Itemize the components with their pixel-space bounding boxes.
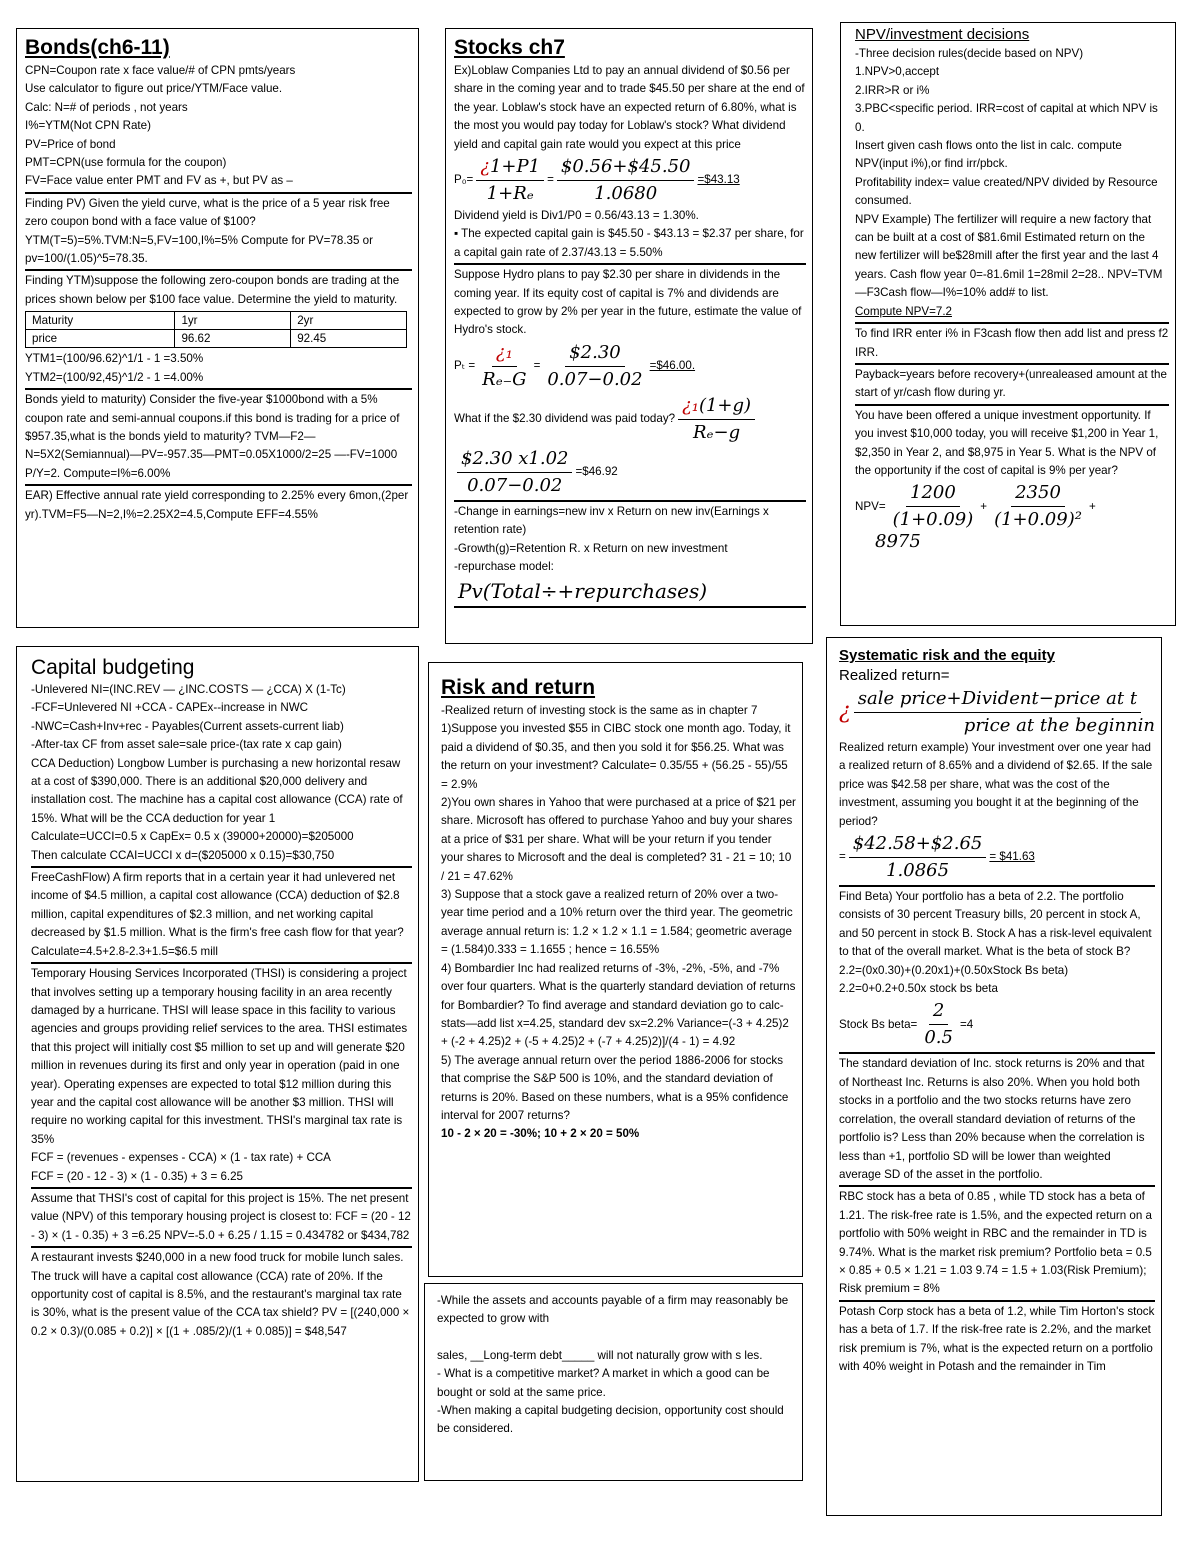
beta-text: Find Beta) Your portfolio has a beta of 2.2. The portfolio consists of 30 percent Treasury bills, 20 percent in stock A, and 50 percent in stock B. Stock A has a risk-level equivalent to that of the overall market. What is the beta of stock B? 2.2=(0x0.30)+(0.20x1)+(0.50xStock Bs beta) 2.2=0+0.2+0.50x stock bs beta: [839, 890, 1152, 996]
bonds-title: Bonds(ch6-11): [25, 36, 170, 59]
opportunity-section: [855, 407, 1169, 553]
capital-formula: -Unlevered NI=(INC.REV — ¿INC.COSTS — ¿CCA) X (1-Tc): [31, 683, 346, 696]
npv-panel: [840, 22, 1176, 626]
misc-panel: [424, 1283, 803, 1481]
table-cell: price: [26, 330, 175, 348]
realized-example-section: [839, 739, 1155, 887]
rule-line: Profitability index= value created/NPV divided by Resource consumed.: [855, 175, 1158, 208]
denominator: (1+0.09): [892, 509, 974, 531]
finding-pv-section: [25, 195, 412, 272]
risk-item: 4) Bombardier Inc had realized returns of -3%, -2%, -5%, and -7% over four quarters. What is the quarterly standard deviation of returns for Bombardier? To find average and standard deviation go to calc-stats—add list x=4.25, standard dev sx=2.2% Variance=(-3 + 4.25)2 + (-2 + 4.25)2 + (-5 + 4.25)2 + (-7 + 4.25)2)]/(4 - 1) = 4.92: [441, 961, 796, 1049]
dividend-yield: Dividend yield is Div1/P0 = 0.56/43.13 = 1.30%.: [454, 209, 699, 223]
irr-text: To find IRR enter i% in F3cash flow then add list and press f2 IRR.: [855, 327, 1169, 359]
rule-line: NPV Example) The fertilizer will require a new factory that can be built at a cost of $81.6mil Estimated return on the new fertilizer will be$28mill after the first year and the last 4 years. Cash flow year 0=-81.6mil 1=28mil 2=28.. NPV=TVM—F3Cash flow—I%=10% add# to list.: [855, 212, 1163, 300]
numerator: $0.56+$45.50: [557, 154, 695, 181]
bonds-panel: [16, 28, 419, 628]
numerator: sale price+Divident−price at t: [854, 686, 1141, 713]
hydro-formula: [454, 340, 806, 393]
denominator: Rₑ−g: [693, 421, 741, 443]
formula-result: = $41.63: [989, 850, 1035, 864]
npv-rules: [855, 45, 1169, 324]
potash-section: [839, 1303, 1155, 1378]
systematic-panel: [826, 637, 1162, 1516]
formula-result: =$46.92: [575, 465, 618, 479]
plus: +: [980, 499, 988, 513]
formula-result: =4: [959, 1017, 974, 1031]
cca-then: Then calculate CCAI=UCCI x d=($205000 x 0.15)=$30,750: [31, 848, 335, 862]
rule-line: 1.NPV>0,accept: [855, 65, 940, 79]
sd-section: [839, 1055, 1155, 1187]
cca-section: [31, 755, 412, 868]
table-cell: 92.45: [291, 330, 407, 348]
bonds-intro-line: PV=Price of bond: [25, 137, 116, 151]
restaurant-text: A restaurant invests $240,000 in a new food truck for mobile lunch sales. The truck will have a capital cost allowance (CCA) rate of 20%. If the opportunity cost of capital is 8.5%, and the restaurant's marginal tax rate is 30%, what is the present value of the CCA tax shield? PV = [(240,000 × 0.2 × 0.3)/(0.085 + 0.2)] × [(1 + .085/2)/(1 + 0.085)] = $48,547: [31, 1251, 410, 1338]
ear-section: [25, 487, 412, 525]
thsi-text: Temporary Housing Services Incorporated (THSI) is considering a project that involves setting up a temporary housing facility in an area recently damaged by a hurricane. THSI will lease space in this facility to various agencies and groups providing relief services to the area. THSI estimates that this project will initially cost $5 million to set up and will generate $20 million in revenues during its first and only year in operation (paid in one year). Operating expenses are expected to total $12 million during this year and the capital cost allowance will be another $3 million. THSI will require no working capital for this investment. THSI's marginal tax rate is 35%: [31, 967, 408, 1146]
capital-formula: -After-tax CF from asset sale=sale price-(tax rate x cap gain): [31, 738, 342, 752]
numerator: 1200: [906, 480, 960, 507]
denominator: 1.0865: [886, 860, 950, 882]
payback-section: [855, 366, 1169, 406]
bonds-intro-line: I%=YTM(Not CPN Rate): [25, 119, 151, 133]
npv-term: [990, 480, 1086, 533]
thsi-section: [31, 965, 412, 1189]
bonds-ytm-section: [25, 391, 412, 486]
bonds-intro-line: Calc: N=# of periods , not years: [25, 100, 188, 114]
plus: +: [1088, 499, 1096, 513]
stocks-title: Stocks ch7: [454, 36, 565, 59]
what-if-row: [454, 393, 806, 446]
note-line: -repurchase model:: [454, 560, 554, 574]
numerator: 2350: [1011, 480, 1065, 507]
hydro-value-fraction: [543, 340, 646, 393]
rule-line: Insert given cash flows onto the list in calc. compute NPV(input i%),or find irr/pbck.: [855, 139, 1122, 171]
equals: =: [839, 850, 846, 864]
pt-label: Pₜ =: [454, 359, 476, 373]
assume-section: [31, 1190, 412, 1248]
formula-result: =$46.00.: [649, 359, 696, 373]
ytm-table: [25, 311, 407, 348]
table-header-cell: Maturity: [26, 312, 175, 330]
risk-title: Risk and return: [441, 676, 596, 699]
denominator: 0.07−0.02: [467, 474, 563, 496]
ytm-result: YTM2=(100/92,45)^1/2 - 1 =4.00%: [25, 370, 204, 384]
rule-line: 2.IRR>R or i%: [855, 83, 930, 97]
capital-gain: ▪ The expected capital gain is $45.50 - $43.13 = $2.37 per share, for a capital gain rate of 2.37/43.13 = 5.50%: [454, 227, 804, 259]
denominator: 1+Rₑ: [486, 183, 534, 205]
realized-example-text: Realized return example) Your investment over one year had a realized return of 8.65% and a dividend of $2.65. If the sale price was $42.58 per share, what was the cost of the investment, assuming you bought it at the beginning of the period?: [839, 741, 1153, 828]
beta-section: [839, 888, 1155, 1054]
denominator: Rₑ₋G: [482, 368, 527, 390]
npv-term-numerator: 8975: [875, 531, 921, 553]
risk-item: 1)Suppose you invested $55 in CIBC stock one month ago. Today, it paid a dividend of $0.35, and then you sold it for $56.25. What was the return on your investment? Calculate= 0.35/55 + (56.25 - 55)/55 = 2.9%: [441, 722, 791, 791]
misc-line: sales, __Long-term debt_____ will not naturally grow with s les.: [437, 1348, 763, 1362]
cca-calc: Calculate=UCCI=0.5 x CapEx= 0.5 x (39000+20000)=$205000: [31, 830, 354, 844]
numerator: 1+P1: [489, 156, 541, 178]
bonds-intro-line: PMT=CPN(use formula for the coupon): [25, 156, 227, 170]
capital-formula: -NWC=Cash+Inv+rec - Payables(Current assets-current liab): [31, 719, 344, 733]
today-fraction: [457, 446, 572, 499]
denominator: price at the beginnin: [963, 715, 1156, 736]
denominator: 0.07−0.02: [547, 368, 643, 390]
numerator: ¿₁: [492, 340, 517, 367]
bonds-ytm-text: Bonds yield to maturity) Consider the five-year $1000bond with a 5% coupon rate and semi-annual coupons.if this bond is trading for a price of $957.35,what is the bonds yield to maturity? TVM—F2—N=5X2(Semiannual)—PV=-957.35—PMT=0.05X1000/2=25 —-FV=1000 P/Y=2. Compute=I%=6.00%: [25, 393, 400, 480]
bonds-intro-line: FV=Face value enter PMT and FV as +, but PV as –: [25, 174, 293, 188]
rule-line: -Three decision rules(decide based on NPV): [855, 47, 1084, 60]
fcf-text: FreeCashFlow) A firm reports that in a certain year it had unlevered net income of $4.5 million, a capital cost allowance (CCA) deduction of $2.8 million, capital expenditures of $2.3 million, and net working capital decreased by $1.5 million. What is the firm's free cash flow for that year? Calculate=4.5+2.8-2.3+1.5=$6.5 mill: [31, 871, 404, 958]
table-row: [26, 312, 407, 330]
finding-ytm-question: Finding YTM)suppose the following zero-coupon bonds are trading at the prices shown below per $100 face value. Determine the yield to maturity.: [25, 274, 400, 306]
hydro-section: [454, 266, 806, 502]
realized-formula: [839, 686, 1155, 739]
ear-text: EAR) Effective annual rate yield corresponding to 2.25% every 6mon,(2per yr).TVM=F5—N=2,I%=2.25X2=4.5,Compute EFF=4.55%: [25, 489, 409, 521]
sym: ¿: [480, 156, 490, 178]
table-cell: 96.62: [175, 330, 291, 348]
ytm-result: YTM1=(100/96.62)^1/1 - 1 =3.50%: [25, 352, 204, 366]
today-formula: [454, 446, 806, 499]
loblaw-section: [454, 62, 806, 265]
npv-title: NPV/investment decisions: [855, 26, 1030, 43]
note-line: -Change in earnings=new inv x Return on new inv(Earnings x retention rate): [454, 504, 769, 537]
fcf-section: [31, 869, 412, 964]
npv-term: [889, 480, 978, 533]
beta-fraction: [920, 998, 957, 1051]
capital-formula: -FCF=Unlevered NI +CCA - CAPEx--increase in NWC: [31, 701, 309, 715]
hydro-question: Suppose Hydro plans to pay $2.30 per share in dividends in the coming year. If its equity cost of capital is 7% and dividends are expected to grow by 2% per year in the future, estimate the value of Hydro's stock.: [454, 268, 802, 337]
systematic-title: Systematic risk and the equity: [839, 647, 1055, 664]
rbc-text: RBC stock has a beta of 0.85 , while TD stock has a beta of 1.21. The risk-free rate is 1.5%, and the expected return on a portfolio with 50% weight in RBC and the remainder in TD is 9.74%. What is the market risk premium? Portfolio beta = 0.5 × 0.85 + 0.5 × 1.21 = 1.03 9.74 = 1.5 + 1.03(Risk Premium); Risk premium = 8%: [839, 1190, 1152, 1296]
table-header-cell: 1yr: [175, 312, 291, 330]
risk-item: 3) Suppose that a stock gave a realized return of 20% over a two-year time period and a 10% return over the third year. The geometric average annual return is: 1.2 × 1.2 × 1.1 = 1.584; geometric average = (1.584)0.333 = 1.1655 ; hence = 16.55%: [441, 888, 793, 957]
capital-panel: [16, 646, 419, 1482]
assume-text: Assume that THSI's cost of capital for this project is 15%. The net present value (NPV) of this temporary housing project is closest to: FCF = (20 - 12 - 3) × (1 - 0.35) + 3 =6.25 NPV=-5.0 + 6.25 / 1.15 = 0.434782 or $434,782: [31, 1191, 411, 1242]
numerator: $42.58+$2.65: [849, 831, 987, 858]
finding-ytm-section: [25, 272, 412, 390]
npv-label: NPV=: [855, 499, 886, 513]
growth-fraction: [678, 393, 755, 446]
opportunity-text: You have been offered a unique investment opportunity. If you invest $10,000 today, you will receive $1,200 in Year 1, $2,350 in Year 2, and $8,975 in Year 5. What is the NPV of the opportunity if the cost of capital is 9% per year?: [855, 408, 1159, 477]
p0-label: P₀=: [454, 173, 474, 187]
gordon-fraction: [478, 340, 530, 393]
npv-formula: [855, 480, 1169, 533]
value-fraction: [557, 154, 695, 207]
beta-formula: [839, 998, 1155, 1051]
what-if-text: What if the $2.30 dividend was paid today?: [454, 412, 676, 426]
stocks-panel: [445, 28, 813, 644]
numerator: $2.30 x1.02: [457, 446, 572, 473]
table-row: [26, 330, 407, 348]
sym: ¿: [839, 699, 851, 725]
risk-item: 2)You own shares in Yahoo that were purchased at a price of $21 per share. Microsoft has offered to purchase Yahoo and buy your shares at a price of $31 per share. What will be your return if you tender your shares to Microsoft and the deal is completed? 31 - 21 = 10; 10 / 21 = 47.62%: [441, 796, 796, 883]
misc-line: -While the assets and accounts payable of a firm may reasonably be expected to grow with: [437, 1294, 789, 1326]
thsi-formula: FCF = (20 - 12 - 3) × (1 - 0.35) + 3 = 6.25: [31, 1169, 244, 1183]
risk-item: -Realized return of investing stock is the same as in chapter 7: [441, 704, 758, 717]
bonds-intro: [25, 62, 412, 194]
rule-line: 3.PBC<specific period. IRR=cost of capital at which NPV is 0.: [855, 102, 1158, 134]
stocks-notes: [454, 503, 806, 608]
capital-title: Capital budgeting: [31, 656, 195, 679]
beta-label: Stock Bs beta=: [839, 1017, 918, 1031]
sym: ¿₁: [682, 394, 699, 416]
thsi-formula: FCF = (revenues - expenses - CCA) × (1 - tax rate) + CCA: [31, 1151, 331, 1165]
price-fraction: [476, 154, 544, 207]
numerator: 2: [929, 998, 948, 1025]
numerator: $2.30: [565, 340, 625, 367]
note-line: -Growth(g)=Retention R. x Return on new investment: [454, 541, 728, 555]
bonds-intro-line: Use calculator to figure out price/YTM/Face value.: [25, 82, 283, 96]
irr-section: [855, 325, 1169, 365]
loblaw-question: Ex)Loblaw Companies Ltd to pay an annual dividend of $0.56 per share in the coming year and to trade $45.50 per share at the end of the year. Loblaw's stock have an expected return of 6.80%, what is the most you would pay today for Loblaw's stock? What dividend yield and capital gain rate would you expect at this price: [454, 64, 805, 151]
rbc-section: [839, 1188, 1155, 1301]
formula-result: =$43.13: [697, 173, 740, 187]
denominator: 1.0680: [594, 183, 658, 205]
misc-line: - What is a competitive market? A market in which a good can be bought or sold at the same price.: [437, 1367, 770, 1399]
realized-fraction: [854, 686, 1159, 739]
bonds-intro-line: CPN=Coupon rate x face value/# of CPN pmts/years: [25, 64, 296, 77]
realized-example-formula: [839, 831, 1155, 884]
numerator: (1+g): [698, 394, 752, 416]
equals: =: [547, 173, 554, 187]
cca-question: CCA Deduction) Longbow Lumber is purchasing a new horizontal resaw at a cost of $390,000. There is an additional $20,000 delivery and installation cost. The machine has a capital cost allowance (CCA) rate of 15%. What will be the CCA deduction for year 1: [31, 756, 403, 825]
rule-line: Compute NPV=7.2: [855, 304, 952, 318]
risk-panel: [428, 662, 803, 1277]
restaurant-section: [31, 1249, 412, 1342]
equals: =: [533, 359, 541, 373]
denominator: (1+0.09)²: [994, 509, 1082, 531]
finding-pv-answer: YTM(T=5)=5%.TVM:N=5,FV=100,I%=5% Compute for PV=78.35 or pv=100/(1.05)^5=78.35.: [25, 233, 373, 266]
sd-text: The standard deviation of Inc. stock returns is 20% and that of Northeast Inc. Returns is also 20%. When you hold both stocks in a portfolio and the two stocks returns have zero correlation, the overall standard deviation of returns of the portfolio is? Less than 20% because when the correlation is less than +1, portfolio SD will be lower than weighted average SD of the asset in the portfolio.: [839, 1057, 1145, 1181]
example-fraction: [849, 831, 987, 884]
misc-line: -When making a capital budgeting decision, opportunity cost should be considered.: [437, 1404, 784, 1436]
misc-line: [437, 1329, 796, 1347]
table-header-cell: 2yr: [291, 312, 407, 330]
realized-label: Realized return=: [839, 667, 950, 684]
repurchase-formula: Pv(Total÷+repurchases): [458, 578, 708, 603]
finding-pv-question: Finding PV) Given the yield curve, what is the price of a 5 year risk free zero coupon bond with a face value of $100?: [25, 196, 390, 229]
payback-text: Payback=years before recovery+(unrealeased amount at the start of yr/cash flow during yr.: [855, 367, 1167, 400]
risk-item: 5) The average annual return over the period 1886-2006 for stocks that comprise the S&P 500 is 10%, and the standard deviation of returns is 20%. Based on these numbers, what is a 95% confidence interval for 2007 returns?: [441, 1053, 789, 1122]
denominator: 0.5: [924, 1027, 953, 1049]
loblaw-formula: [454, 154, 806, 207]
risk-item: 10 - 2 × 20 = -30%; 10 + 2 × 20 = 50%: [441, 1127, 640, 1141]
potash-text: Potash Corp stock has a beta of 1.2, while Tim Horton's stock has a beta of 1.7. If the risk-free rate is 2.2%, and the market risk premium is 7%, what is the expected return on a portfolio with 40% weight in Potash and the remainder in Tim: [839, 1304, 1155, 1373]
